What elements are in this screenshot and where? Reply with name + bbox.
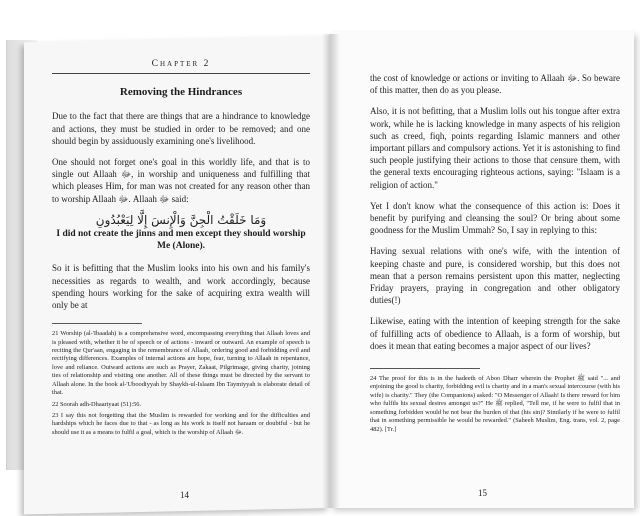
paragraph: One should not forget one's goal in this worldly life, and that is to single out Allaah ﷻ, in worship and uniqueness and fulfilling that which pleases Him, for man was not created for any reason other than to worship Allaah ﷻ. Allaah ﷻ said: xyxy=(52,157,310,204)
paragraph: Also, it is not befitting, that a Muslim lolls out his tongue after extra work, while he is lacking knowledge in many aspects of his religion such as creed, fiqh, points regarding Islamic manners and other important pillars and compulsory actions. Yet it is astonishing to find such people justifying their actions to those that censure them, with the general texts encouraging righteous actions, saying: "Islaam is a religion of action." xyxy=(370,106,620,190)
paragraph: Due to the fact that there are things that are a hindrance to knowledge and actions, they must be studied in order to be removed; and one should begin by assiduously examining one's livelihood. xyxy=(52,111,310,146)
footnote-divider xyxy=(370,368,480,369)
paragraph: So it is befitting that the Muslim looks into his own and his family's necessities as regards to wealth, and work accordingly, because spending hours working for the sake of acquiring extra wealth will only be at xyxy=(52,263,310,311)
footnote: 22 Soorah adh-Dhaariyaat (51):56. xyxy=(52,400,142,408)
paragraph: Likewise, eating with the intention of keeping strength for the sake of fulfilling acts of obedience to Allaah, is a form of worship, but does it mean that eating becomes a major aspect of our lives? xyxy=(370,316,620,351)
arabic-verse: وَمَا خَلَقْتُ الْجِنَّ وَالْإِنسَ إِلَّا لِيَعْبُدُونِ xyxy=(95,212,267,227)
page-number-left: 14 xyxy=(180,490,189,500)
book-gutter xyxy=(322,34,340,508)
paragraph: the cost of knowledge or actions or inviting to Allaah ﷻ. So beware of this matter, then do as you please. xyxy=(370,73,620,96)
footnote-divider xyxy=(52,323,142,324)
section-title: Removing the Hindrances xyxy=(119,86,243,99)
footnote: 21 Worship (al-'Ibaadah) is a comprehensive word, encompassing everything that Allaah loves and is pleased with, whether it be of speech or of actions - inward or outward. An example of speech is reciting the Qur'aan, engaging in the remembrance of Allaah, ordering good and forbidding evil and rectifying differences. Examples of internal actions are hope, fear, turning to Allaah in repentance, love and reliance. Outward actions are such as Prayer, Zakaat, Pilgrimage, giving charity, joining ties of relationship and visiting one another. All of these things must be directed by the servant to Allaah alone. In the book al-'Uboodiyyah by Shaykh-ul-Islaam Ibn Taymiyyah is elaborate detail of that. xyxy=(52,330,310,397)
paragraph: Having sexual relations with one's wife, with the intention of keeping chaste and pure, is considered worship, but this does not mean that a person remains persistent upon this matter, neglecting Friday prayers, praying in congregation and other obligatory duties(!) xyxy=(370,246,620,306)
chapter-header: Chapter 2 xyxy=(52,58,310,74)
left-page-content xyxy=(52,58,310,440)
right-page-content xyxy=(370,72,620,437)
page-number-right: 15 xyxy=(478,488,487,498)
footnote: 23 I say this not forgetting that the Muslim is rewarded for working and for the difficulties and hardships which he faces due to that - as long as his work is itself not haraam or doubtful - but he should use it as a means to fulfil a goal, which is the worship of Allaah ﷻ. xyxy=(52,411,310,436)
verse-translation: I did not create the jinns and men except they should worship Me (Alone). xyxy=(56,229,306,252)
paragraph: Yet I don't know what the consequence of this action is: Does it benefit by purifying and cleansing the soul? Or bring about some goodness for the Muslim Ummah? So, I say in replying to this: xyxy=(370,200,620,236)
footnote: 24 The proof for this is in the hadeeth of Aboo Dharr wherein the Prophet ﷺ said "... and enjoining the good is charity, forbidding evil is charity and in a man's sexual intercourse (with his wife) is charity." They (the Companions) asked: "O Messenger of Allaah! Is there reward for him who fulfils his sexual desires amongst us?" He ﷺ replied, "Tell me, if he were to fulfil that in something forbidden would he not bear the burden of that (his sin)? Similarly if he were to fulfil that in something permissible he would be rewarded." (Saheeh Muslim, Eng. trans, vol. 2, page 482). [Tr.] xyxy=(370,375,620,433)
